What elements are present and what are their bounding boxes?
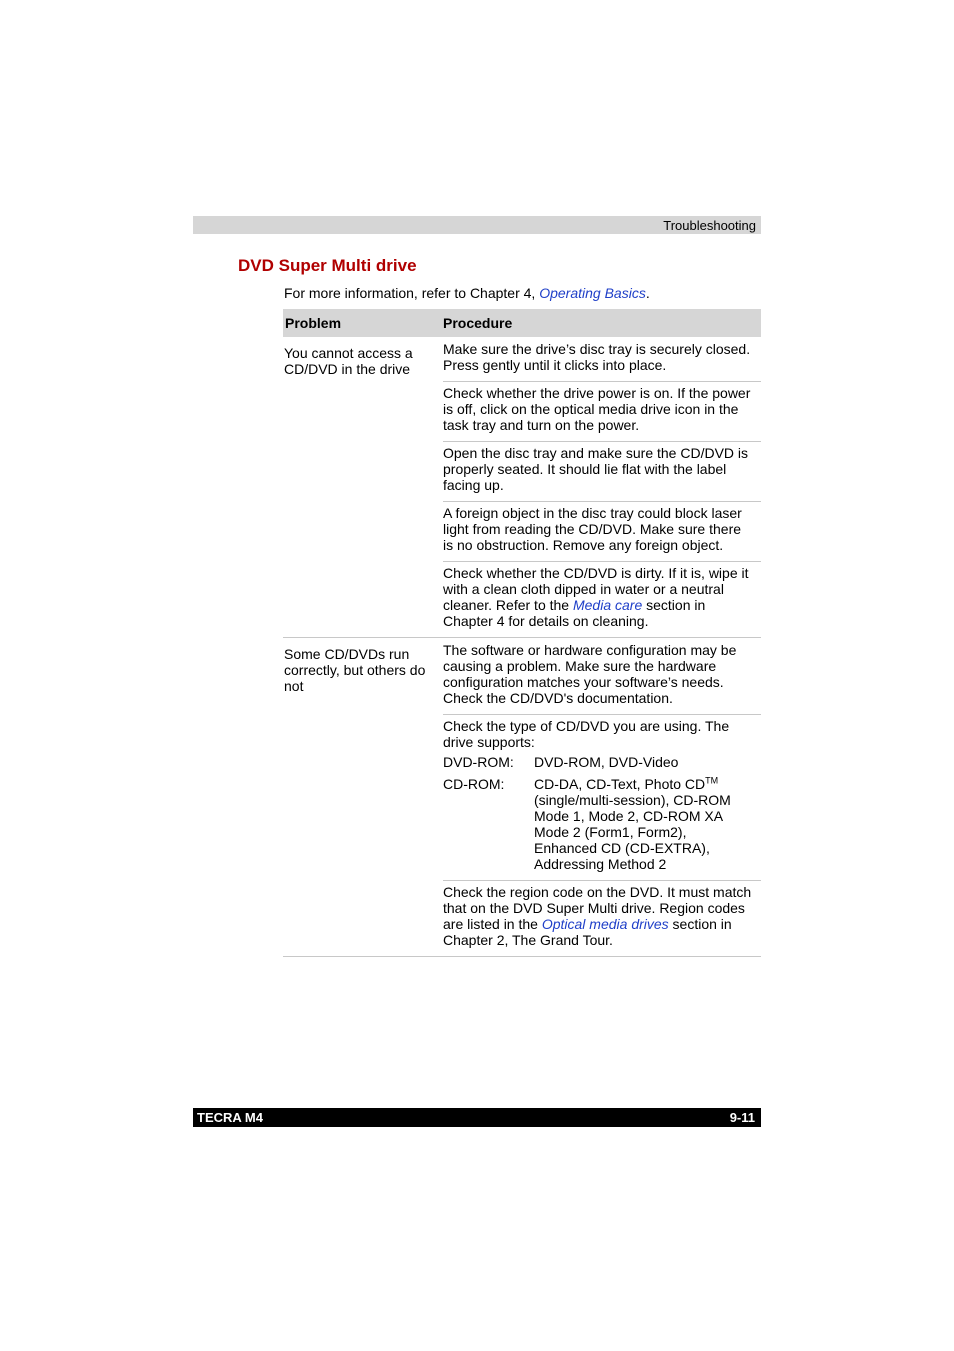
- table-header-row: [283, 309, 761, 337]
- procedure-text: Check the type of CD/DVD you are using. The drive supports:: [443, 718, 730, 750]
- procedure-entry: [443, 337, 761, 382]
- drive-type-formats: [534, 776, 753, 872]
- procedure-entry: [443, 881, 761, 956]
- procedure-entry: [443, 562, 761, 637]
- intro-paragraph: [284, 285, 650, 301]
- procedure-text: Make sure the drive’s disc tray is securely closed.: [443, 341, 751, 357]
- procedure-text: Press gently until it clicks into place.: [443, 357, 667, 373]
- optical-media-drives-link[interactable]: Optical media drives: [541, 916, 669, 932]
- drive-support-row: [443, 776, 753, 872]
- column-header-problem: Problem: [283, 309, 443, 337]
- problem-cell: You cannot access a CD/DVD in the drive: [283, 337, 443, 638]
- intro-suffix: .: [645, 285, 650, 301]
- drive-type-label: CD-ROM:: [443, 776, 505, 792]
- intro-text: For more information, refer to Chapter 4,: [284, 285, 540, 301]
- procedure-entry: Open the disc tray and make sure the CD/DVD is properly seated. It should lie flat with the label facing up.: [443, 442, 761, 502]
- procedure-entry: A foreign object in the disc tray could block laser light from reading the CD/DVD. Make sure there is no obstruction. Remove any foreign object.: [443, 502, 761, 562]
- product-name: TECRA M4: [197, 1110, 263, 1125]
- operating-basics-link[interactable]: Operating Basics: [539, 285, 646, 301]
- trademark-mark: TM: [705, 775, 719, 786]
- formats-text: (single/multi-session), CD-ROM Mode 1, Mode 2, CD-ROM XA Mode 2 (Form1, Form2), Enhanced CD (CD-EXTRA), Addressing Method 2: [534, 792, 731, 872]
- section-title: DVD Super Multi drive: [238, 256, 417, 275]
- procedure-entry: [443, 715, 761, 881]
- procedure-text: Check the region code on the DVD. It must match that on the DVD Super Multi drive. Region codes are listed in the: [443, 884, 752, 932]
- media-care-link[interactable]: Media care: [572, 597, 643, 613]
- procedure-text: section in Chapter 4 for details on cleaning.: [443, 597, 706, 629]
- procedure-cell: [443, 337, 761, 638]
- page-header-bar: [193, 216, 761, 234]
- table-row: [283, 337, 761, 638]
- problem-cell: Some CD/DVDs run correctly, but others do not: [283, 638, 443, 957]
- procedure-text: Check whether the CD/DVD is dirty. If it is, wipe it with a clean cloth dipped in water or a neutral cleaner. Refer to the: [443, 565, 749, 613]
- column-header-procedure: Procedure: [443, 309, 761, 337]
- troubleshooting-table: [283, 309, 761, 957]
- table-row: [283, 638, 761, 957]
- procedure-text: section in Chapter 2, The Grand Tour.: [443, 916, 732, 948]
- procedure-entry: The software or hardware configuration may be causing a problem. Make sure the hardware configuration matches your software’s needs. Check the CD/DVD's documentation.: [443, 638, 761, 715]
- page-number: 9-11: [729, 1110, 755, 1125]
- formats-text: CD-DA, CD-Text, Photo CD: [534, 776, 706, 792]
- procedure-entry: Check whether the drive power is on. If the power is off, click on the optical media drive icon in the task tray and turn on the power.: [443, 382, 761, 442]
- header-section-label: Troubleshooting: [663, 218, 756, 233]
- drive-type-formats: DVD-ROM, DVD-Video: [534, 754, 679, 770]
- drive-support-row: [443, 754, 753, 770]
- drive-type-label: DVD-ROM:: [443, 754, 514, 770]
- procedure-cell: [443, 638, 761, 957]
- page-footer-bar: [193, 1108, 761, 1127]
